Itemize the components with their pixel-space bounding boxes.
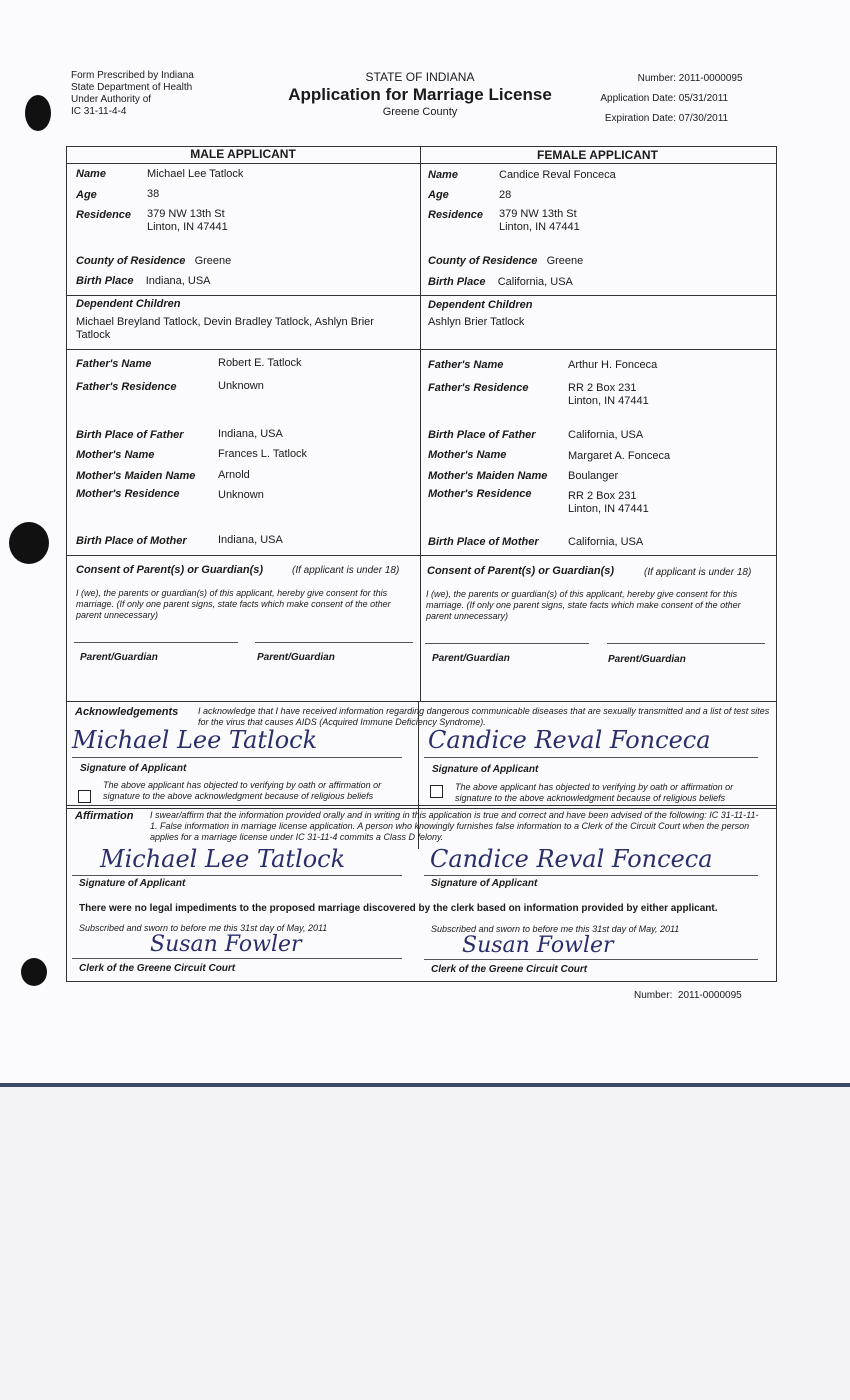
female-mother-residence: RR 2 Box 231 Linton, IN 47441 xyxy=(568,490,649,515)
male-name: Michael Lee Tatlock xyxy=(147,168,244,180)
county-name: Greene County xyxy=(382,106,458,118)
female-county-row: County of Residence Greene xyxy=(428,255,584,267)
form-title: Application for Marriage License xyxy=(288,85,552,104)
female-dependent-children: Ashlyn Brier Tatlock xyxy=(428,316,525,328)
affirmation-text: I swear/affirm that the information provided orally and in writing in this application is true and correct and have been advised of the following: IC 31-11-11-1. False information in marriage license application. A person who knowingly furnishes false information to a Clerk of the Circuit Court when the person applies for a marriage license under IC 31-11-4 commits a Class D felony. xyxy=(150,810,759,842)
female-age: 28 xyxy=(499,189,512,201)
female-father-birth-place: California, USA xyxy=(568,429,644,441)
male-father-residence: Unknown xyxy=(218,380,264,392)
male-clerk-signature: Susan Fowler xyxy=(150,932,302,957)
male-father-birth-place: Indiana, USA xyxy=(218,428,283,440)
female-applicant-heading: FEMALE APPLICANT xyxy=(537,148,658,162)
female-birth-place-row: Birth Place California, USA xyxy=(428,276,573,288)
prescribed-by-block: Form Prescribed by Indiana State Department of Health Under Authority of IC 31-11-4-4 xyxy=(71,70,194,117)
application-date: 05/31/2011 xyxy=(678,93,729,104)
female-father-residence: RR 2 Box 231 Linton, IN 47441 xyxy=(568,382,649,407)
expiration-date: 07/30/2011 xyxy=(678,113,729,124)
acknowledgements-text: I acknowledge that I have received information regarding dangerous communicable diseases that are sexually transmitted and a list of test sites for the virus that causes AIDS (Acquired Immune Deficiency Syndrome). xyxy=(198,706,770,727)
no-impediments-statement: There were no legal impediments to the proposed marriage discovered by the clerk based on information provided by either applicant. xyxy=(79,903,718,914)
male-applicant-heading: MALE APPLICANT xyxy=(190,147,296,161)
female-consent-title: Consent of Parent(s) or Guardian(s) xyxy=(427,565,615,577)
male-birth-place-row: Birth Place Indiana, USA xyxy=(76,275,211,287)
male-consent-title: Consent of Parent(s) or Guardian(s) xyxy=(76,564,264,576)
male-mother-name: Frances L. Tatlock xyxy=(218,448,308,460)
male-dependent-children: Michael Breyland Tatlock, Devin Bradley Tatlock, Ashlyn Brier Tatlock xyxy=(76,316,374,341)
license-numbers-block: Number: 2011-0000095 Application Date: 05/31/2011 Expiration Date: 07/30/2011 xyxy=(600,73,743,124)
female-name: Candice Reval Fonceca xyxy=(499,169,616,181)
male-county-row: County of Residence Greene xyxy=(76,255,232,267)
document-page: Form Prescribed by Indiana State Department of Health Under Authority of IC 31-11-4-4 STATE OF INDIANA Application for Marriage License Greene County Number: 2011-0000095 Application Date: 05/31/2011 Expiration Date: 07/30/2011 MALE APPLICANT FEMALE APPLICANT Name Michael Lee Tatlock Age 38 Residence 379 NW 13th St Linton, IN 47441 County of Residence Greene Birth Place Indiana, USA Name Candice Reval Fonceca Age 28 Residence 379 NW 13th St Linton, IN 47441 County of Residence Greene Birth Place California, USA Dependent Children Michael Breyland Tatlock, Devin Bradley Tatlock, Ashlyn Brier Tatlock Dependent Children Ashlyn Brier Tatlock Father's Name Robert E. Tatlock Father's Residence Unknown Birth Place of Father Indiana, USA Mother's Name Frances L. Tatlock Mother's Maiden Name Arnold Mother's Residence Unknown Birth Place of Mother Indiana, USA Father's Name Arthur H. Fonceca Father's Residence RR 2 Box 231 Linton, IN 47441 Birth Place of Father California, USA Mother's Name Margaret A. Fonceca Mother's Maiden Name Boulanger Mother's Residence RR 2 Box 231 Linton, IN 47441 Birth Place of Mother California, USA Consent of Parent(s) or Guardian(s) (If applicant is under 18) I (we), the parents or guardian(s) of this applicant, hereby give consent for this marriage. (If only one parent signs, state facts which make consent of the other parent unnecessary) Parent/Guardian Parent/Guardian Consent of Parent(s) or Guardian(s) (If applicant is under 18) I (we), the parents or guardian(s) of this applicant, hereby give consent for this marriage. (If only one parent signs, state facts which make consent of the other parent unnecessary) Parent/Guardian Parent/Guardian Acknowledgements I acknowledge that I have received information regarding dangerous communicable diseases that are sexually transmitted and a list of test sites for the virus that causes AIDS (Acquired Immune Deficiency Syndrome). Michael Lee Tatlock Signature of Applicant The above applicant has objected to verifying by oath or affirmation or signature to the above acknowledgment because of religious beliefs Candice Reval Fonceca Signature of Applicant The above applicant has objected to verifying by oath or affirmation or signature to the above acknowledgment because of religious beliefs Affirmation I swear/affirm that the information provided orally and in writing in this application is true and correct and have been advised of the following: IC 31-11-11-1. False information in marriage license application. A person who knowingly furnishes false information to a Clerk of the Circuit Court when the person applies for a marriage license under IC 31-11-4 commits a Class D felony. Michael Lee Tatlock Signature of Applicant Candice Reval Fonceca Signature of Applicant There were no legal impediments to the proposed marriage discovered by the clerk based on information provided by either applicant. Subscribed and sworn to before me this 31st day of May, 2011 Susan Fowler Clerk of the Greene Circuit Court Subscribed and sworn to before me this 31st day of May, 2011 Susan Fowler Clerk of the Greene Circuit Court Number: 2011-0000095 xyxy=(0,0,850,1087)
male-mother-birth-place: Indiana, USA xyxy=(218,534,283,546)
male-residence: 379 NW 13th St Linton, IN 47441 xyxy=(147,208,228,233)
female-religious-objection-checkbox[interactable] xyxy=(430,785,443,798)
female-subscribed-statement: Subscribed and sworn to before me this 31st day of May, 2011 xyxy=(431,924,680,934)
female-mother-maiden-name: Boulanger xyxy=(568,470,619,482)
license-number: 2011-0000095 xyxy=(678,73,743,84)
female-residence: 379 NW 13th St Linton, IN 47441 xyxy=(499,208,580,233)
male-acknowledgement-signature: Michael Lee Tatlock xyxy=(72,726,318,754)
form-title-block xyxy=(270,70,570,119)
male-affirmation-signature: Michael Lee Tatlock xyxy=(100,845,346,873)
female-birth-place: California, USA xyxy=(497,276,573,288)
acknowledgements-title: Acknowledgements xyxy=(75,706,179,718)
binder-hole-bottom xyxy=(21,958,47,986)
female-acknowledgement-signature: Candice Reval Fonceca xyxy=(428,726,711,754)
female-mother-birth-place: California, USA xyxy=(568,536,644,548)
female-parent-signature-line-1 xyxy=(425,643,589,644)
male-birth-place: Indiana, USA xyxy=(145,275,211,287)
male-parent-signature-line-1 xyxy=(74,642,238,643)
binder-hole-top xyxy=(25,95,51,131)
male-consent-text: I (we), the parents or guardian(s) of this applicant, hereby give consent for this marriage. (If only one parent signs, state facts which make consent of the other parent unnecessary) xyxy=(76,588,391,620)
male-religious-objection-checkbox[interactable] xyxy=(78,790,91,803)
male-county: Greene xyxy=(194,255,232,267)
affirmation-title: Affirmation xyxy=(75,810,134,822)
female-mother-name: Margaret A. Fonceca xyxy=(568,450,671,462)
male-parent-signature-line-2 xyxy=(255,642,413,643)
binder-hole-middle xyxy=(9,522,49,564)
female-consent-text: I (we), the parents or guardian(s) of this applicant, hereby give consent for this marriage. (If only one parent signs, state facts which make consent of the other parent unnecessary) xyxy=(426,589,741,621)
male-mother-maiden-name: Arnold xyxy=(218,469,250,481)
male-age: 38 xyxy=(147,188,160,200)
female-affirmation-signature: Candice Reval Fonceca xyxy=(430,845,713,873)
female-father-name: Arthur H. Fonceca xyxy=(568,359,658,371)
female-parent-signature-line-2 xyxy=(607,643,765,644)
male-father-name: Robert E. Tatlock xyxy=(218,357,302,369)
state-name: STATE OF INDIANA xyxy=(365,70,475,84)
female-county: Greene xyxy=(546,255,584,267)
female-clerk-signature: Susan Fowler xyxy=(462,933,614,958)
footer-number: Number: 2011-0000095 xyxy=(634,990,742,1001)
male-mother-residence: Unknown xyxy=(218,489,264,501)
male-subscribed-statement: Subscribed and sworn to before me this 31st day of May, 2011 xyxy=(79,923,328,933)
